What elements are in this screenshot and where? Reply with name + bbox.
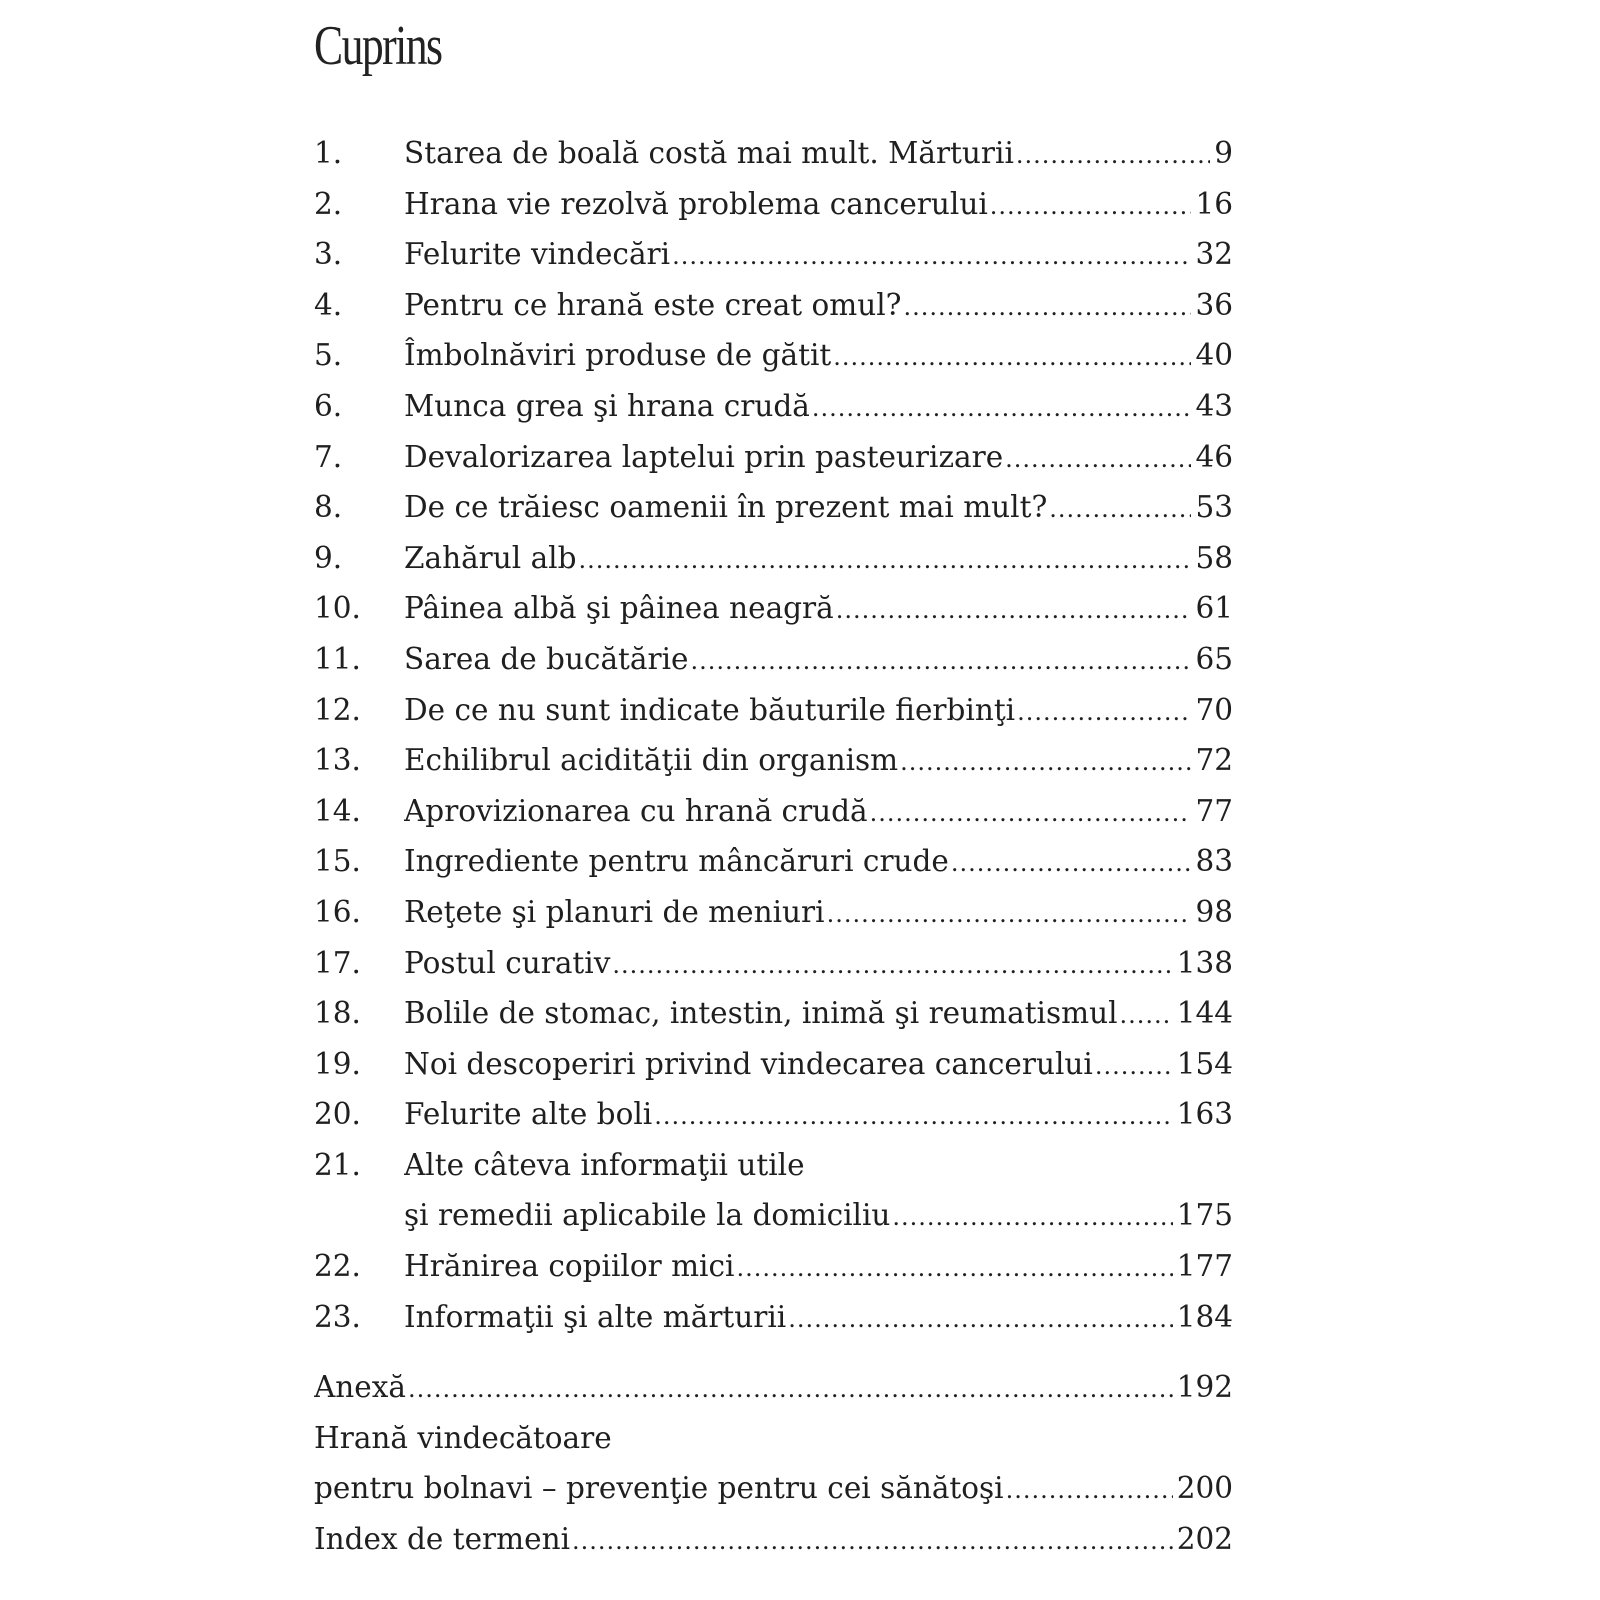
chapter-title: Felurite vindecări (404, 237, 671, 272)
toc-entry-10 (314, 583, 1233, 634)
page-number: 58 (1195, 540, 1233, 575)
toc-entry-16 (314, 887, 1233, 938)
chapter-title: Felurite alte boli (404, 1097, 653, 1132)
chapter-number: 15. (314, 844, 361, 879)
page-title: Cuprins (314, 15, 442, 77)
chapter-title: Hrănirea copiilor mici (404, 1249, 735, 1284)
chapter-title: Reţete şi planuri de meniuri (404, 894, 825, 929)
toc-entry-4 (314, 280, 1233, 331)
dot-leader (612, 940, 1172, 991)
dot-leader (1120, 990, 1173, 1041)
chapter-number: 22. (314, 1249, 361, 1284)
page-number: 46 (1195, 439, 1233, 474)
toc-entry-20 (314, 1089, 1233, 1140)
toc-entry-6 (314, 381, 1233, 432)
page-number: 9 (1214, 136, 1233, 170)
chapter-number: 2. (314, 186, 343, 221)
page-number: 192 (1176, 1370, 1233, 1405)
dot-leader (788, 1294, 1172, 1345)
chapter-title: Noi descoperiri privind vindecarea cancerului (404, 1046, 1093, 1081)
appendix-title: Index de termeni (314, 1522, 571, 1557)
toc-entry-1 (314, 128, 1233, 179)
page-number: 43 (1195, 388, 1233, 423)
page-number: 36 (1195, 287, 1233, 322)
dot-leader (736, 1243, 1172, 1294)
page-number: 83 (1195, 844, 1233, 879)
chapter-title: Sarea de bucătărie (404, 641, 689, 676)
dot-leader (1049, 484, 1191, 535)
page-number: 16 (1195, 186, 1233, 221)
chapter-number: 21. (314, 1147, 361, 1182)
chapter-number: 17. (314, 945, 361, 980)
page-number: 144 (1176, 996, 1233, 1031)
appendix-title-continued: pentru bolnavi – prevenţie pentru cei sănătoşi (314, 1471, 1004, 1506)
chapter-title: Zahărul alb (404, 540, 577, 575)
dot-leader (870, 788, 1192, 839)
toc-entry-14 (314, 786, 1233, 837)
page-number: 77 (1195, 793, 1233, 828)
toc-appendix-hrana-continued (314, 1463, 1233, 1514)
page-number: 154 (1176, 1046, 1233, 1081)
dot-leader (1095, 1041, 1173, 1092)
toc-entry-15 (314, 836, 1233, 887)
chapter-title: Echilibrul acidităţii din organism (404, 743, 899, 778)
toc-entry-21-continued (314, 1190, 1233, 1241)
toc-entry-23 (314, 1292, 1233, 1343)
chapter-title-continued: şi remedii aplicabile la domiciliu (404, 1198, 891, 1233)
chapter-number: 9. (314, 540, 343, 575)
dot-leader (1005, 434, 1191, 485)
chapter-title: Îmbolnăviri produse de gătit (404, 338, 832, 373)
dot-leader (990, 181, 1192, 232)
dot-leader (579, 535, 1192, 586)
appendix-title: Anexă (314, 1370, 406, 1405)
chapter-title: Alte câteva informaţii utile (404, 1147, 805, 1182)
page-number: 177 (1176, 1249, 1233, 1284)
chapter-number: 6. (314, 388, 343, 423)
dot-leader (408, 1364, 1173, 1415)
chapter-title: Devalorizarea laptelui prin pasteurizare (404, 439, 1004, 474)
chapter-number: 8. (314, 490, 343, 525)
table-of-contents (314, 128, 1233, 1565)
page-number: 175 (1176, 1198, 1233, 1233)
appendix-title: Hrană vindecătoare (314, 1420, 612, 1455)
dot-leader (572, 1516, 1173, 1567)
page-number: 138 (1176, 945, 1233, 980)
chapter-number: 23. (314, 1299, 361, 1334)
dot-leader (833, 332, 1191, 383)
toc-entry-21 (314, 1140, 1233, 1191)
toc-entry-9 (314, 533, 1233, 584)
toc-entry-17 (314, 938, 1233, 989)
dot-leader (812, 383, 1192, 434)
dot-leader (900, 737, 1191, 788)
dot-leader (1006, 1465, 1173, 1516)
toc-entry-8 (314, 482, 1233, 533)
chapter-title: Aprovizionarea cu hrană crudă (404, 793, 868, 828)
chapter-number: 11. (314, 641, 361, 676)
chapter-number: 20. (314, 1097, 361, 1132)
toc-entry-22 (314, 1241, 1233, 1292)
chapter-number: 18. (314, 996, 361, 1031)
page-number: 32 (1195, 237, 1233, 272)
page-number: 98 (1195, 894, 1233, 929)
chapter-number: 14. (314, 793, 361, 828)
dot-leader (690, 636, 1191, 687)
page-number: 53 (1195, 490, 1233, 525)
toc-entry-2 (314, 179, 1233, 230)
page-number: 72 (1195, 743, 1233, 778)
dot-leader (1017, 687, 1191, 738)
chapter-title: Informaţii şi alte mărturii (404, 1299, 787, 1334)
chapter-number: 3. (314, 237, 343, 272)
toc-appendix-anexa (314, 1362, 1233, 1413)
dot-leader (1016, 130, 1210, 181)
chapter-number: 13. (314, 743, 361, 778)
page-number: 65 (1195, 641, 1233, 676)
chapter-number: 1. (314, 136, 343, 170)
toc-entry-19 (314, 1039, 1233, 1090)
toc-entry-3 (314, 229, 1233, 280)
dot-leader (951, 838, 1192, 889)
dot-leader (654, 1091, 1172, 1142)
dot-leader (904, 282, 1192, 333)
toc-entry-11 (314, 634, 1233, 685)
chapter-title: Starea de boală costă mai mult. Mărturii (404, 136, 1014, 170)
chapter-title: Munca grea şi hrana crudă (404, 388, 810, 423)
chapter-title: Pentru ce hrană este creat omul? (404, 287, 902, 322)
chapter-number: 5. (314, 338, 343, 373)
page-number: 70 (1195, 692, 1233, 727)
page-number: 200 (1176, 1471, 1233, 1506)
toc-entry-18 (314, 988, 1233, 1039)
chapter-title: De ce nu sunt indicate băuturile fierbinţi (404, 692, 1016, 727)
toc-entry-12 (314, 685, 1233, 736)
dot-leader (892, 1192, 1172, 1243)
chapter-number: 12. (314, 692, 361, 727)
page-number: 40 (1195, 338, 1233, 373)
section-gap (314, 1342, 1233, 1362)
chapter-number: 4. (314, 287, 343, 322)
toc-appendix-index (314, 1514, 1233, 1565)
chapter-number: 10. (314, 591, 361, 626)
chapter-title: De ce trăiesc oamenii în prezent mai mult? (404, 490, 1048, 525)
chapter-title: Hrana vie rezolvă problema cancerului (404, 186, 988, 221)
toc-entry-7 (314, 432, 1233, 483)
dot-leader (672, 231, 1191, 282)
dot-leader (836, 585, 1192, 636)
page-number: 163 (1176, 1097, 1233, 1132)
chapter-number: 7. (314, 439, 343, 474)
page-number: 61 (1195, 591, 1233, 626)
chapter-title: Ingrediente pentru mâncăruri crude (404, 844, 949, 879)
toc-entry-5 (314, 330, 1233, 381)
dot-leader (827, 889, 1192, 940)
chapter-title: Postul curativ (404, 945, 611, 980)
chapter-number: 16. (314, 894, 361, 929)
page-number: 184 (1176, 1299, 1233, 1334)
chapter-title: Pâinea albă şi pâinea neagră (404, 591, 834, 626)
page-number: 202 (1176, 1522, 1233, 1557)
toc-entry-13 (314, 735, 1233, 786)
chapter-title: Bolile de stomac, intestin, inimă şi reumatismul (404, 996, 1118, 1031)
toc-appendix-hrana (314, 1413, 1233, 1464)
chapter-number: 19. (314, 1046, 361, 1081)
